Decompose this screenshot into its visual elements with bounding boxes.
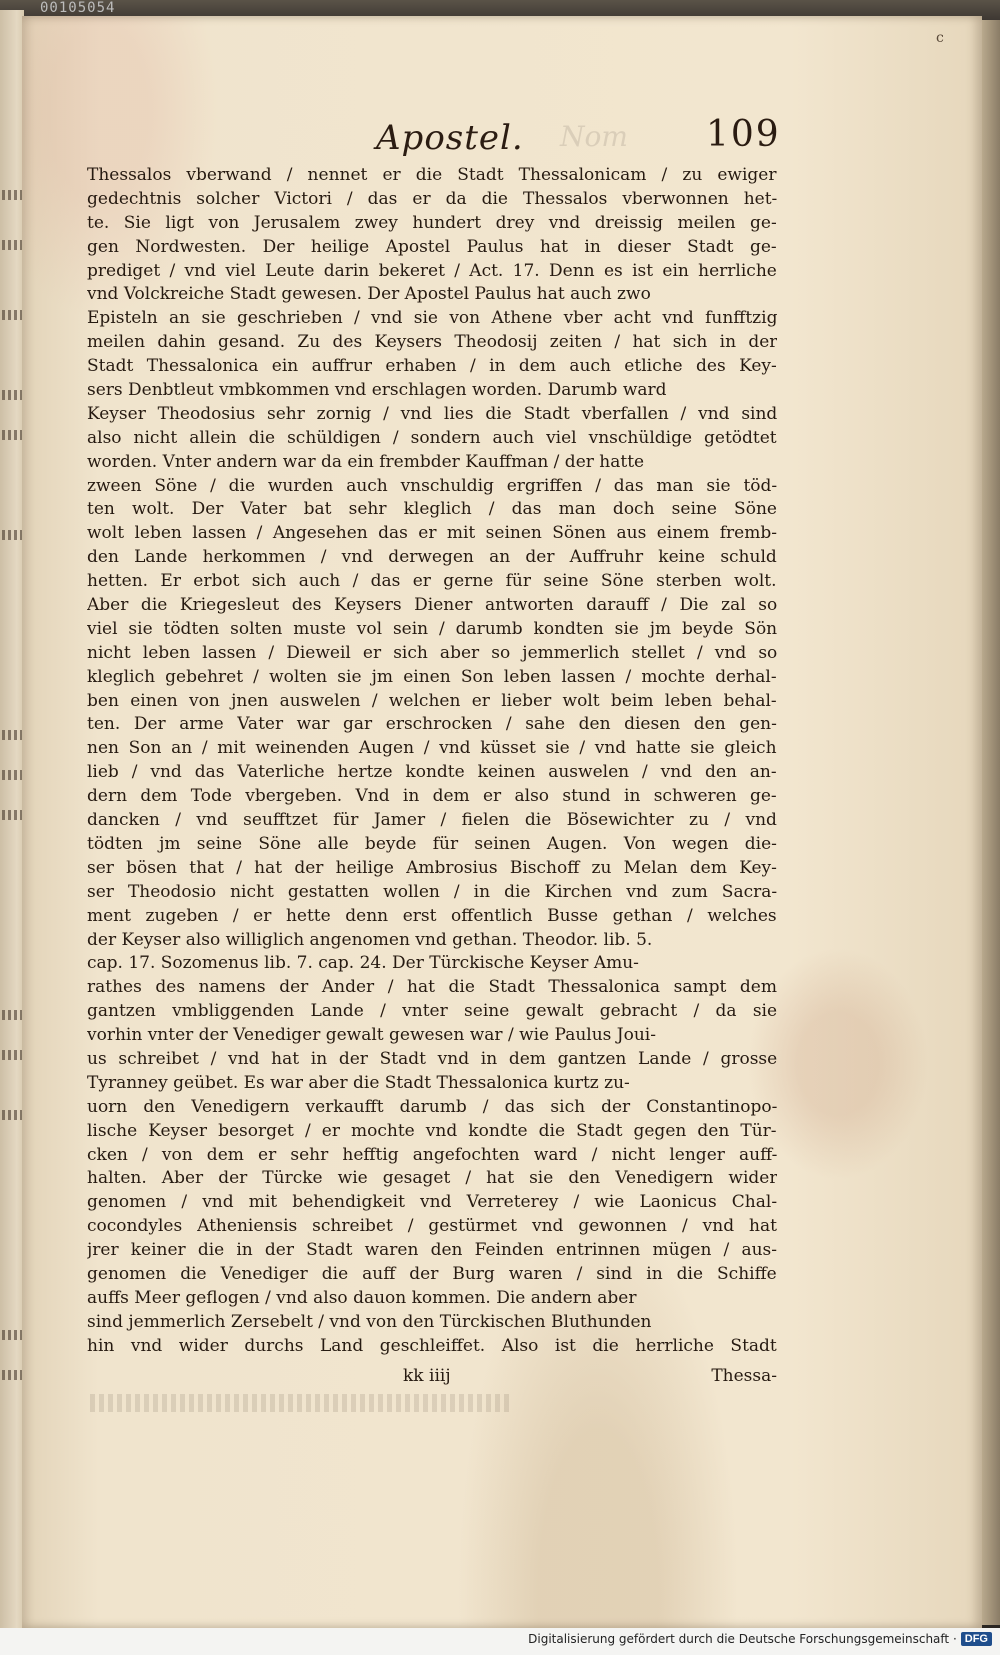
running-head: Apostel. (376, 118, 524, 158)
text-line: sers Denbtleut vmbkommen vnd erschlagen worden. Darumb ward (87, 380, 667, 401)
text-line: dern dem Tode vbergeben. Vnd in dem er also stund in schweren ge- (87, 786, 777, 807)
adjacent-text-fragment (2, 1370, 24, 1380)
text-line: sind jemmerlich Zersebelt / vnd von den Türckischen Bluthunden (87, 1311, 652, 1332)
adjacent-text-fragment (2, 1010, 24, 1020)
adjacent-text-fragment (2, 190, 24, 200)
adjacent-text-fragment (2, 530, 24, 540)
adjacent-text-fragment (2, 730, 24, 740)
text-line: gen Nordwesten. Der heilige Apostel Paulus hat in dieser Stadt ge- (87, 236, 777, 257)
text-line: ten wolt. Der Vater bat sehr kleglich / das man doch seine Söne (87, 499, 777, 520)
text-line: meilen dahin gesand. Zu des Keysers Theodosij zeiten / hat sich in der (87, 332, 777, 353)
text-line: genomen die Venediger die auff der Burg waren / sind in die Schiffe (87, 1263, 777, 1284)
text-line: Thessalos vberwand / nennet er die Stadt Thessalonicam / zu ewiger (87, 165, 777, 185)
catalog-number: 00105054 (40, 0, 116, 16)
text-line: prediget / vnd viel Leute darin bekeret / Act. 17. Denn es ist ein herrliche (87, 260, 777, 281)
text-line: vorhin vnter der Venediger gewalt gewesen war / wie Paulus Joui- (87, 1025, 656, 1046)
text-line: kleglich gebehret / wolten sie jm einen Son leben lassen / mochte derhal- (87, 666, 777, 687)
text-line: wolt leben lassen / Angesehen das er mit seinen Sönen aus einem fremb- (87, 523, 777, 544)
ink-bleed-through: Nom (560, 120, 628, 153)
page-number: 109 (706, 114, 781, 155)
text-line: ser Theodosio nicht gestatten wollen / in die Kirchen vnd zum Sacra- (87, 881, 777, 902)
text-line: zween Söne / die wurden auch vnschuldig ergriffen / das man sie töd- (87, 475, 777, 496)
text-line: halten. Aber der Türcke wie gesaget / hat sie den Venedigern wider (87, 1168, 777, 1189)
adjacent-text-fragment (2, 240, 24, 250)
text-line: tödten jm seine Söne alle beyde für seinen Augen. Von wegen die- (87, 833, 777, 854)
text-line: jrer keiner die in der Stadt waren den Feinden entrinnen mügen / aus- (87, 1240, 777, 1261)
text-line: der Keyser also williglich angenomen vnd gethan. Theodor. lib. 5. (87, 929, 653, 950)
catchword: Thessa- (711, 1366, 777, 1386)
text-line: gedechtnis solcher Victori / das er da die Thessalos vberwonnen het- (87, 188, 777, 209)
adjacent-text-fragment (2, 310, 24, 320)
adjacent-text-fragment (2, 1050, 24, 1060)
text-line: lische Keyser besorget / er mochte vnd kondte die Stadt gegen den Tür- (87, 1120, 777, 1141)
text-line: vnd Volckreiche Stadt gewesen. Der Apostel Paulus hat auch zwo (87, 284, 651, 305)
text-line: gantzen vmbliggenden Lande / vnter seine gewalt gebracht / da sie (87, 1001, 777, 1022)
body-text (87, 164, 777, 1359)
dfg-logo-icon: DFG (961, 1632, 992, 1646)
text-line: hetten. Er erbot sich auch / das er gerne für seine Söne sterben wolt. (87, 571, 777, 592)
text-line: worden. Vnter andern war da ein frembder Kauffman / der hatte (87, 451, 645, 472)
credit-text: Digitalisierung gefördert durch die Deutsche Forschungsgemeinschaft · (528, 1632, 957, 1646)
text-line: also nicht allein die schüldigen / sondern auch viel vnschüldige getödtet (87, 427, 777, 448)
text-line: ment zugeben / er hette denn erst offentlich Busse gethan / welches (87, 905, 777, 926)
text-line: genomen / vnd mit behendigkeit vnd Verreterey / wie Laonicus Chal- (87, 1192, 777, 1213)
corner-mark: c (936, 30, 944, 46)
text-line: cocondyles Atheniensis schreibet / gestürmet vnd gewonnen / vnd hat (87, 1216, 777, 1237)
text-line: lieb / vnd das Vaterliche hertze kondte keinen auswelen / vnd den an- (87, 762, 777, 783)
text-line: den Lande herkommen / vnd derwegen an der Auffruhr keine schuld (87, 547, 777, 568)
adjacent-page-strip (0, 10, 24, 1630)
page-footer (87, 1366, 777, 1390)
text-line: nen Son an / mit weinenden Augen / vnd küsset sie / vnd hatte sie gleich (87, 738, 777, 759)
text-line: Stadt Thessalonica ein auffrur erhaben / in dem auch etliche des Key- (87, 356, 777, 377)
adjacent-text-fragment (2, 1110, 24, 1120)
text-line: viel sie tödten solten muste vol sein / darumb kondten sie jm beyde Sön (87, 618, 777, 639)
text-line: Episteln an sie geschrieben / vnd sie von Athene vber acht vnd funfftzig (87, 308, 777, 329)
digitization-credit (528, 1632, 992, 1646)
text-line: te. Sie ligt von Jerusalem zwey hundert drey vnd dreissig meilen ge- (87, 212, 777, 233)
text-line: nicht leben lassen / Dieweil er sich aber so jemmerlich stellet / vnd so (87, 642, 777, 663)
text-line: rathes des namens der Ander / hat die Stadt Thessalonica sampt dem (87, 977, 777, 998)
text-line: Tyranney geübet. Es war aber die Stadt Thessalonica kurtz zu- (87, 1072, 630, 1093)
text-line: cap. 17. Sozomenus lib. 7. cap. 24. Der Türckische Keyser Amu- (87, 953, 639, 974)
text-line: uorn den Venedigern verkaufft darumb / das sich der Constantinopo- (87, 1096, 777, 1117)
text-line: us schreibet / vnd hat in der Stadt vnd in dem gantzen Lande / grosse (87, 1048, 777, 1069)
text-line: cken / von dem er sehr hefftig angefochten ward / nicht lenger auff- (87, 1144, 777, 1165)
text-line: Aber die Kriegesleut des Keysers Diener antworten darauff / Die zal so (87, 595, 777, 616)
text-line: ten. Der arme Vater war gar erschrocken / sahe den diesen den gen- (87, 714, 777, 735)
adjacent-text-fragment (2, 390, 24, 400)
text-line: ser bösen that / hat der heilige Ambrosius Bischoff zu Melan dem Key- (87, 857, 777, 878)
text-line: auffs Meer geflogen / vnd also dauon kommen. Die andern aber (87, 1287, 637, 1308)
text-line: dancken / vnd seufftzet für Jamer / fielen die Bösewichter zu / vnd (87, 810, 777, 831)
adjacent-text-fragment (2, 1330, 24, 1340)
text-line: ben einen von jnen auswelen / welchen er lieber wolt beim leben behal- (87, 690, 777, 711)
page-right-edge (982, 20, 1000, 1625)
adjacent-text-fragment (2, 770, 24, 780)
signature-mark: kk iiij (403, 1366, 451, 1386)
text-line: hin vnd wider durchs Land geschleiffet. Also ist die herrliche Stadt (87, 1335, 777, 1356)
adjacent-text-fragment (2, 810, 24, 820)
text-line: Keyser Theodosius sehr zornig / vnd lies die Stadt vberfallen / vnd sind (87, 403, 777, 424)
adjacent-text-fragment (2, 430, 24, 440)
